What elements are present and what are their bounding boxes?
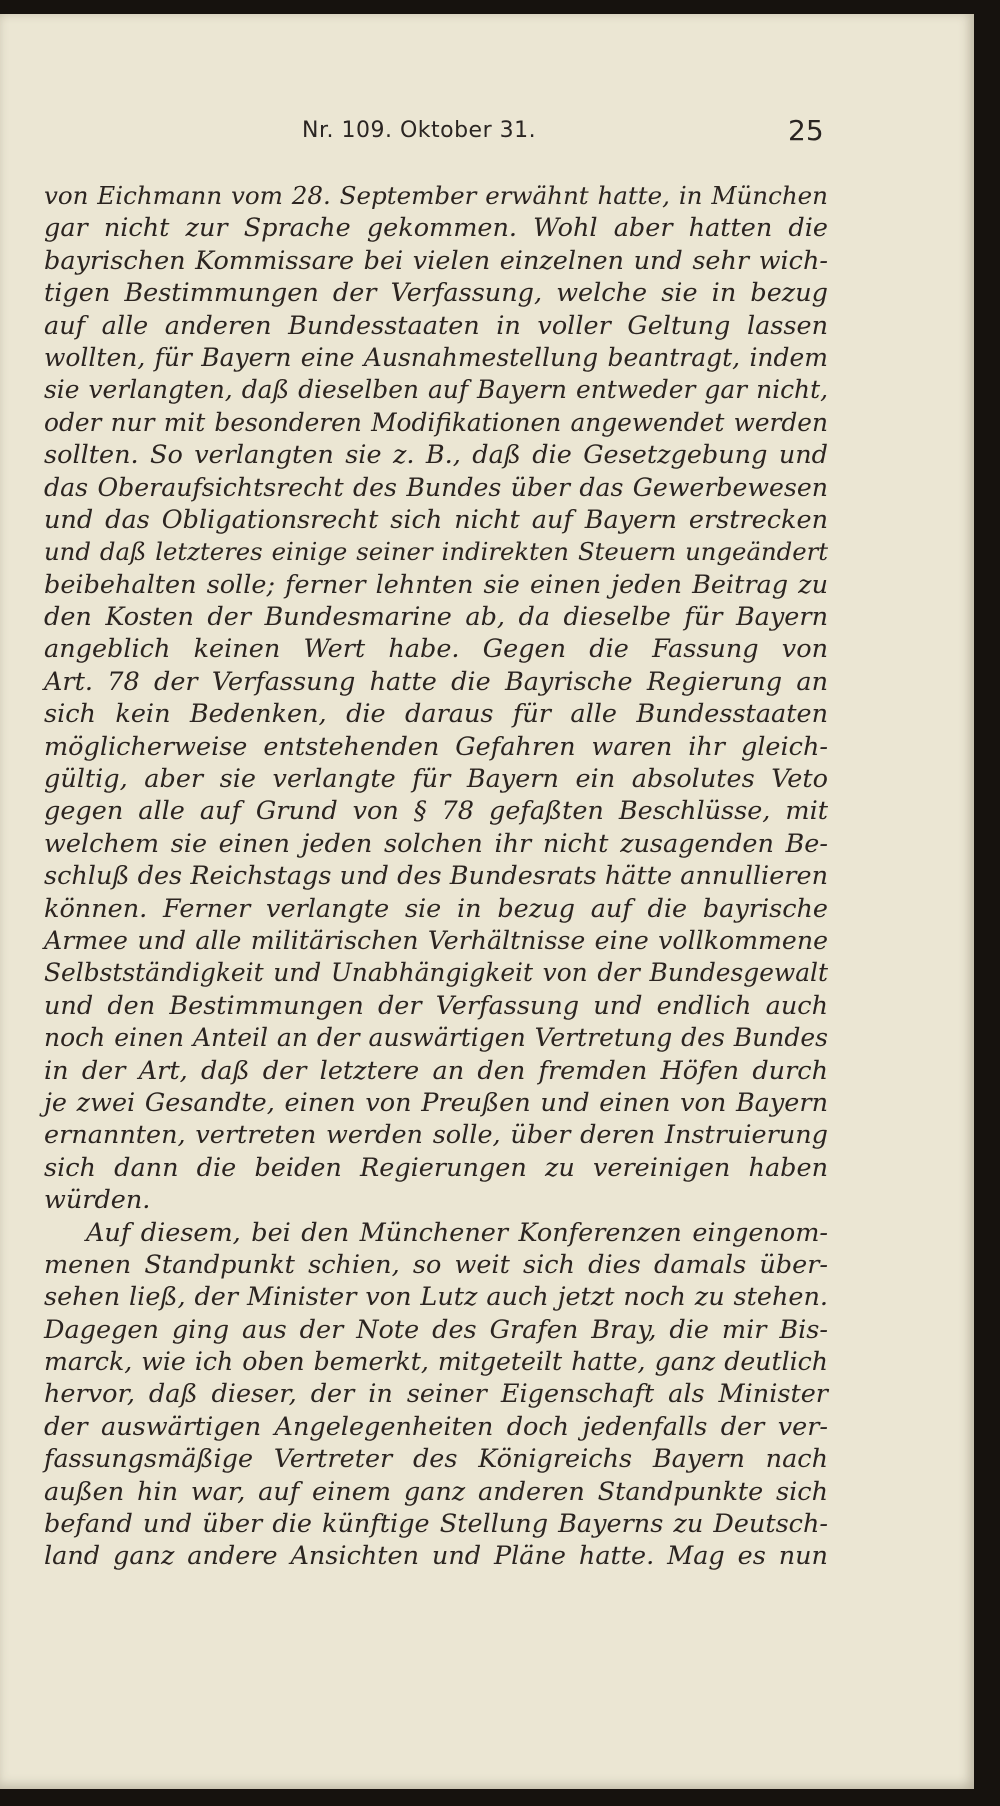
text-line: hervor, daß dieser, der in seiner Eigenschaft als Minister bbox=[44, 1379, 828, 1410]
text-line: der auswärtigen Angelegenheiten doch jedenfalls der ver- bbox=[44, 1411, 828, 1442]
text-line: schluß des Reichstags und des Bundesrats hätte annullieren bbox=[44, 861, 828, 892]
text-line: tigen Bestimmungen der Verfassung, welche sie in bezug bbox=[44, 278, 828, 309]
text-line: beibehalten solle; ferner lehnten sie einen jeden Beitrag zu bbox=[44, 569, 828, 600]
text-line: auf alle anderen Bundesstaaten in voller Geltung lassen bbox=[44, 310, 828, 341]
text-line: sollten. So verlangten sie z. B., daß die Gesetzgebung und bbox=[44, 440, 828, 471]
text-line: Auf diesem, bei den Münchener Konferenzen eingenom- bbox=[86, 1217, 828, 1248]
text-line: außen hin war, auf einem ganz anderen Standpunkte sich bbox=[44, 1476, 828, 1507]
text-line: in der Art, daß der letztere an den fremden Höfen durch bbox=[44, 1055, 828, 1086]
text-line: wollten, für Bayern eine Ausnahmestellung beantragt, indem bbox=[44, 342, 828, 372]
text-line: Dagegen ging aus der Note des Grafen Bray, die mir Bis- bbox=[44, 1314, 828, 1345]
text-line: angeblich keinen Wert habe. Gegen die Fassung von bbox=[44, 634, 828, 665]
text-line: sie verlangten, daß dieselben auf Bayern entweder gar nicht, bbox=[44, 375, 828, 405]
text-line: sehen ließ, der Minister von Lutz auch jetzt noch zu stehen. bbox=[44, 1282, 828, 1313]
text-line: Selbstständigkeit und Unabhängigkeit von der Bundesgewalt bbox=[44, 958, 828, 988]
text-line: marck, wie ich oben bemerkt, mitgeteilt hatte, ganz deutlich bbox=[44, 1347, 828, 1377]
page-sheet bbox=[0, 14, 974, 1789]
text-line: Armee und alle militärischen Verhältnisse eine vollkommene bbox=[44, 925, 828, 955]
text-line: welchem sie einen jeden solchen ihr nicht zusagenden Be- bbox=[44, 828, 828, 859]
text-line: ernannten, vertreten werden solle, über deren Instruierung bbox=[44, 1120, 828, 1151]
text-line: können. Ferner verlangte sie in bezug auf die bayrische bbox=[44, 893, 828, 924]
text-line: fassungsmäßige Vertreter des Königreichs Bayern nach bbox=[44, 1444, 828, 1475]
text-line: gültig, aber sie verlangte für Bayern ein absolutes Veto bbox=[44, 764, 828, 795]
text-line: sich dann die beiden Regierungen zu vereinigen haben bbox=[44, 1152, 828, 1183]
text-line: würden. bbox=[44, 1185, 151, 1216]
text-line: oder nur mit besonderen Modifikationen angewendet werden bbox=[44, 407, 828, 437]
running-head bbox=[0, 106, 974, 146]
text-line: je zwei Gesandte, einen von Preußen und einen von Bayern bbox=[44, 1087, 828, 1118]
text-line: befand und über die künftige Stellung Bayerns zu Deutsch- bbox=[44, 1509, 828, 1540]
text-line: von Eichmann vom 28. September erwähnt hatte, in München bbox=[44, 181, 828, 210]
text-line: das Oberaufsichtsrecht des Bundes über das Gewerbewesen bbox=[44, 472, 828, 502]
text-line: und daß letzteres einige seiner indirekten Steuern ungeändert bbox=[44, 537, 828, 567]
text-line: Art. 78 der Verfassung hatte die Bayrische Regierung an bbox=[44, 666, 828, 697]
text-line: menen Standpunkt schien, so weit sich dies damals über- bbox=[44, 1249, 828, 1280]
page-number: 25 bbox=[788, 114, 824, 147]
text-line: und den Bestimmungen der Verfassung und endlich auch bbox=[44, 990, 828, 1021]
header-title: Nr. 109. Oktober 31. bbox=[302, 118, 537, 143]
text-line: möglicherweise entstehenden Gefahren waren ihr gleich- bbox=[44, 731, 828, 762]
body-text bbox=[44, 180, 828, 1573]
text-line: sich kein Bedenken, die daraus für alle Bundesstaaten bbox=[44, 699, 828, 730]
text-line: land ganz andere Ansichten und Pläne hatte. Mag es nun bbox=[44, 1541, 828, 1572]
text-line: gegen alle auf Grund von § 78 gefaßten Beschlüsse, mit bbox=[44, 796, 828, 827]
text-line: und das Obligationsrecht sich nicht auf Bayern erstrecken bbox=[44, 504, 828, 535]
text-line: den Kosten der Bundesmarine ab, da dieselbe für Bayern bbox=[44, 602, 828, 633]
text-line: gar nicht zur Sprache gekommen. Wohl aber hatten die bbox=[44, 213, 828, 244]
text-line: noch einen Anteil an der auswärtigen Vertretung des Bundes bbox=[44, 1023, 828, 1053]
text-line: bayrischen Kommissare bei vielen einzelnen und sehr wich- bbox=[44, 245, 828, 276]
